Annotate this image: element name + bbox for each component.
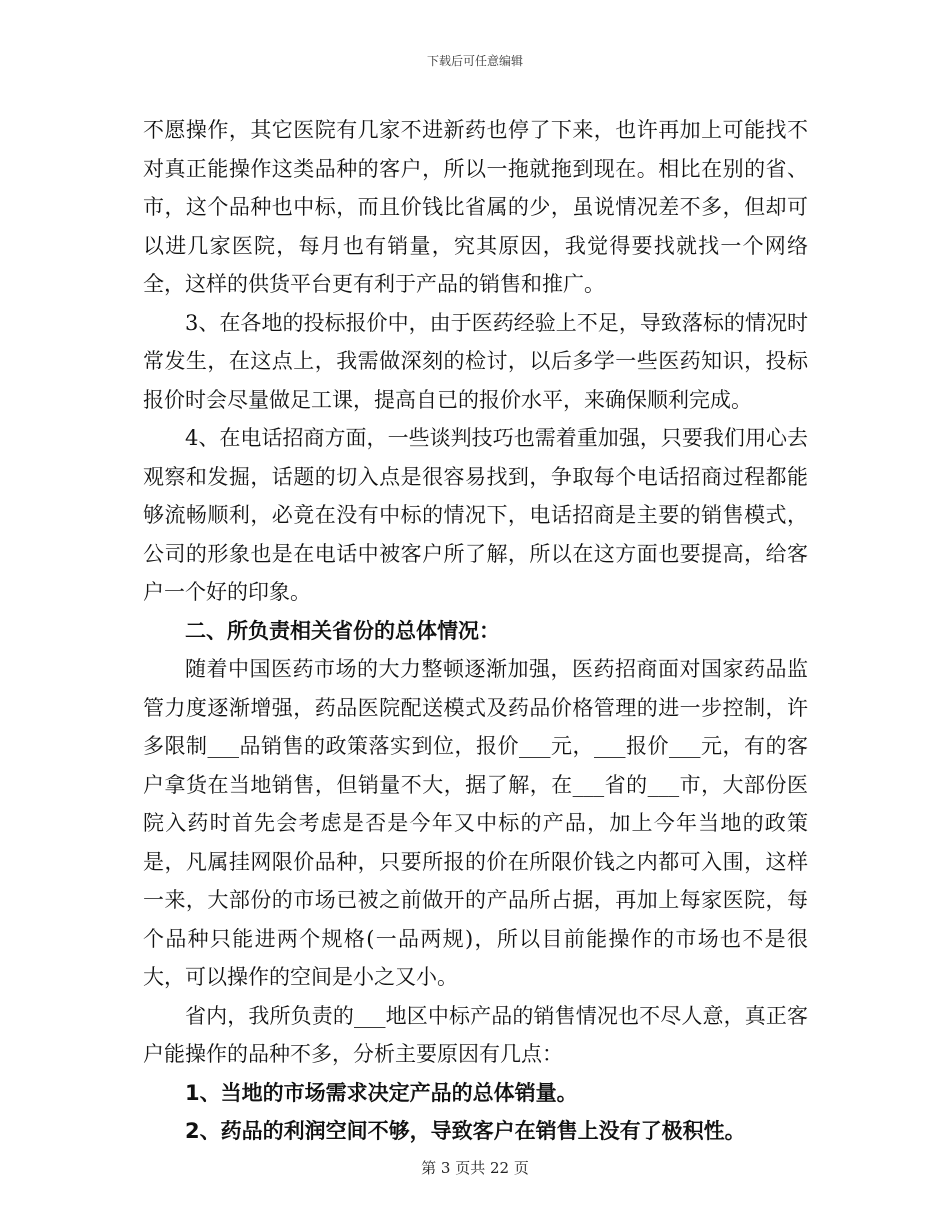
page-header: 下载后可任意编辑 (426, 54, 523, 68)
paragraph-market-overview: 随着中国医药市场的大力整顿逐渐加强，医药招商面对国家药品监管力度逐渐增强，药品医院配送模式及药品价格管理的进一步控制，许多限制___品销售的政策落实到位，报价___元，___报价___元，有的客户拿货在当地销售，但销量不大，据了解，在___省的___市，大部份医院入药时首先会考虑是否是今年又中标的产品，加上今年当地的政策是，凡属挂网限价品种，只要所报的价在所限价钱之内都可入围，这样一来，大部份的市场已被之前做开的产品所占据，再加上每家医院，每个品种只能进两个规格(一品两规)，所以目前能操作的市场也不是很大，可以操作的空间是小之又小。 (143, 657, 808, 989)
paragraph-continuation: 不愿操作，其它医院有几家不进新药也停了下来，也许再加上可能找不对真正能操作这类品种的客户，所以一拖就拖到现在。相比在别的省、市，这个品种也中标，而且价钱比省属的少，虽说情况差不多，但却可以进几家医院，每月也有销量，究其原因，我觉得要找就找一个网络全，这样的供货平台更有利于产品的销售和推广。 (143, 118, 808, 296)
paragraph-provincial-sales: 省内，我所负责的___地区中标产品的销售情况也不尽人意，真正客户能操作的品种不多，分析主要原因有几点： (143, 1003, 808, 1066)
paragraph-item-4: 4、在电话招商方面，一些谈判技巧也需着重加强，只要我们用心去观察和发掘，话题的切入点是很容易找到，争取每个电话招商过程都能够流畅顺利，必竟在没有中标的情况下，电话招商是主要的销售模式，公司的形象也是在电话中被客户所了解，所以在这方面也要提高，给客户一个好的印象。 (143, 426, 808, 604)
paragraph-item-3: 3、在各地的投标报价中，由于医药经验上不足，导致落标的情况时常发生，在这点上，我需做深刻的检讨，以后多学一些医药知识，投标报价时会尽量做足工课，提高自已的报价水平，来确保顺利完成。 (143, 310, 808, 412)
document-body (143, 111, 808, 1151)
reason-item-2: 2、药品的利润空间不够，导致客户在销售上没有了极积性。 (185, 1119, 746, 1143)
reason-item-1: 1、当地的市场需求决定产品的总体销量。 (185, 1080, 578, 1105)
section-heading: 二、所负责相关省份的总体情况： (185, 618, 500, 643)
page-footer: 第 3 页共 22 页 (421, 1159, 529, 1177)
